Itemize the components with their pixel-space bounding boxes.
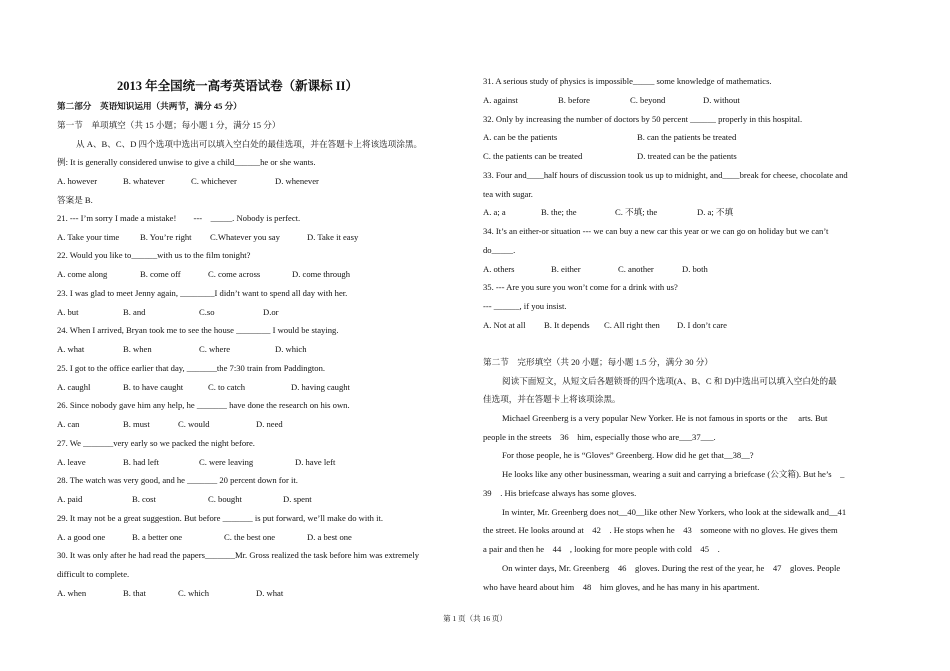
question-option: B. either [551,264,581,274]
question-option: D. what [256,588,284,598]
example-option: C. whichever [191,176,237,186]
section2-instruction-continued: 佳选项，并在答题卡上将该项涂黑。 [483,394,621,404]
example-stem: 例: It is generally considered unwise to give a child______he or she wants. [57,157,316,167]
passage-line: the street. He looks around at 42 . He stops when he 43 someone with no gloves. He gives them [483,525,838,535]
question-option: B. come off [140,269,181,279]
question-option: A. a good one [57,532,106,542]
page-footer: 第 1 页（共 16 页） [443,614,507,623]
question-option: A. but [57,307,79,317]
question-option: A. paid [57,494,83,504]
example-option: A. however [57,176,98,186]
question-option: D. having caught [291,382,350,392]
question-option: D. treated can be the patients [637,151,737,161]
passage-line: 39 . His briefcase always has some gloves. [483,488,637,498]
passage-line: On winter days, Mr. Greenberg 46 gloves. During the rest of the year, he 47 gloves. People [502,563,841,573]
question-option: B. before [558,95,590,105]
question-stem: 29. It may not be a great suggestion. But before _______ is put forward, we’ll make do with it. [57,513,384,523]
question-stem-continued: do_____. [483,245,516,255]
question-option: D. have left [295,457,336,467]
question-option: A. leave [57,457,86,467]
question-stem: 33. Four and____half hours of discussion took us up to midnight, and____break for cheese, chocolate and [483,170,848,180]
passage-line: a pair and then he 44 , looking for more people with cold 45 . [483,544,720,554]
question-option: C.Whatever you say [210,232,280,242]
question-option: B. the; the [541,207,577,217]
passage-line: In winter, Mr. Greenberg does not__40__like other New Yorkers, who look at the sidewalk and__41 [502,507,847,517]
question-stem: 27. We _______very early so we packed the night before. [57,438,255,448]
question-option: C. bought [208,494,242,504]
question-option: A. a; a [483,207,506,217]
question-option: B. It depends [544,320,590,330]
section2-instruction: 阅读下面短文，从短文后各题锁哥的四个选项(A、B、C 和 D)中选出可以填入空白处的最 [502,376,837,386]
question-option: D. a best one [307,532,352,542]
question-option: D. a; 不填 [697,207,734,217]
question-option: C. which [178,588,210,598]
question-option: D. spent [283,494,312,504]
example-option: D. whenever [275,176,319,186]
question-stem: 32. Only by increasing the number of doctors by 50 percent ______ properly in this hospital. [483,114,803,124]
example-option: B. whatever [123,176,165,186]
passage-line: who have heard about him 48 him gloves, and he has many in his apartment. [483,582,760,592]
question-stem-continued: tea with sugar. [483,189,533,199]
question-option: A. can be the patients [483,132,558,142]
question-option: A. caughl [57,382,91,392]
question-option: D. I don’t care [677,320,727,330]
question-option: C. the patients can be treated [483,151,583,161]
question-stem: 26. Since nobody gave him any help, he _______ have done the research on his own. [57,400,350,410]
question-option: C. the best one [224,532,276,542]
question-stem: 21. --- I’m sorry I made a mistake! --- _____. Nobody is perfect. [57,213,301,223]
question-stem: 25. I got to the office earlier that day, _______the 7:30 train from Paddington. [57,363,326,373]
question-option: A. when [57,588,87,598]
question-option: C.so [199,307,215,317]
question-stem: 34. It’s an either-or situation --- we can buy a new car this year or we can go on holiday but we can’t [483,226,829,236]
question-option: D. come through [292,269,350,279]
section1-heading: 第一节 单项填空（共 15 小题；每小题 1 分，满分 15 分） [57,120,281,130]
question-option: A. Take your time [57,232,120,242]
question-option: A. can [57,419,80,429]
question-option: C. All right then [604,320,660,330]
question-option: B. can the patients be treated [637,132,737,142]
question-option: A. come along [57,269,108,279]
question-stem: 30. It was only after he had read the papers_______Mr. Gross realized the task before him was extremely [57,550,420,560]
question-stem: 22. Would you like to______with us to the film tonight? [57,250,251,260]
question-option: B. You’re right [140,232,192,242]
part2-heading: 第二部分 英语知识运用（共两节，满分 45 分） [57,101,242,111]
example-answer: 答案是 B. [57,195,93,205]
question-option: C. 不填; the [615,207,658,217]
passage-line: Michael Greenberg is a very popular New Yorker. He is not famous in sports or the arts. But [502,413,828,423]
question-option: D. which [275,344,307,354]
question-option: A. Not at all [483,320,526,330]
question-option: D. need [256,419,283,429]
passage-line: He looks like any other businessman, wearing a suit and carrying a briefcase (公文箱). But he’s _ [502,469,845,479]
question-option: B. a better one [132,532,183,542]
question-stem: 28. The watch was very good, and he _______ 20 percent down for it. [57,475,298,485]
question-option: C. where [199,344,231,354]
question-stem: 31. A serious study of physics is impossible_____ some knowledge of mathematics. [483,76,772,86]
question-option: B. had left [123,457,160,467]
exam-title: 2013 年全国统一高考英语试卷（新课标 II） [117,79,358,93]
question-option: D.or [263,307,279,317]
question-option: C. beyond [630,95,666,105]
question-option: C. to catch [208,382,245,392]
passage-line: people in the streets 36 him, especially those who are___37___. [483,432,716,442]
question-option: C. were leaving [199,457,254,467]
question-option: B. when [123,344,152,354]
question-stem-continued: difficult to complete. [57,569,130,579]
question-option: B. cost [132,494,156,504]
question-option: B. that [123,588,146,598]
question-stem: 23. I was glad to meet Jenny again, ________I didn’t want to spend all day with her. [57,288,348,298]
question-option: A. others [483,264,515,274]
question-option: A. against [483,95,518,105]
section1-instruction: 从 A、B、C、D 四个选项中选出可以填入空白处的最佳选项，并在答题卡上将该选项涂黑。 [76,139,423,149]
question-option: D. without [703,95,740,105]
question-option: D. Take it easy [307,232,359,242]
question-option: C. another [618,264,654,274]
question-option: C. would [178,419,210,429]
question-stem-continued: --- ______, if you insist. [483,301,567,311]
question-stem: 35. --- Are you sure you won’t come for a drink with us? [483,282,678,292]
question-option: A. what [57,344,85,354]
question-option: B. to have caught [123,382,184,392]
question-option: D. both [682,264,708,274]
question-option: C. come across [208,269,261,279]
question-option: B. must [123,419,150,429]
passage-line: For those people, he is “Gloves” Greenberg. How did he get that__38__? [502,450,754,460]
question-option: B. and [123,307,146,317]
question-stem: 24. When I arrived, Bryan took me to see the house ________ I would be staying. [57,325,339,335]
section2-heading: 第二节 完形填空（共 20 小题；每小题 1.5 分，满分 30 分） [483,357,713,367]
